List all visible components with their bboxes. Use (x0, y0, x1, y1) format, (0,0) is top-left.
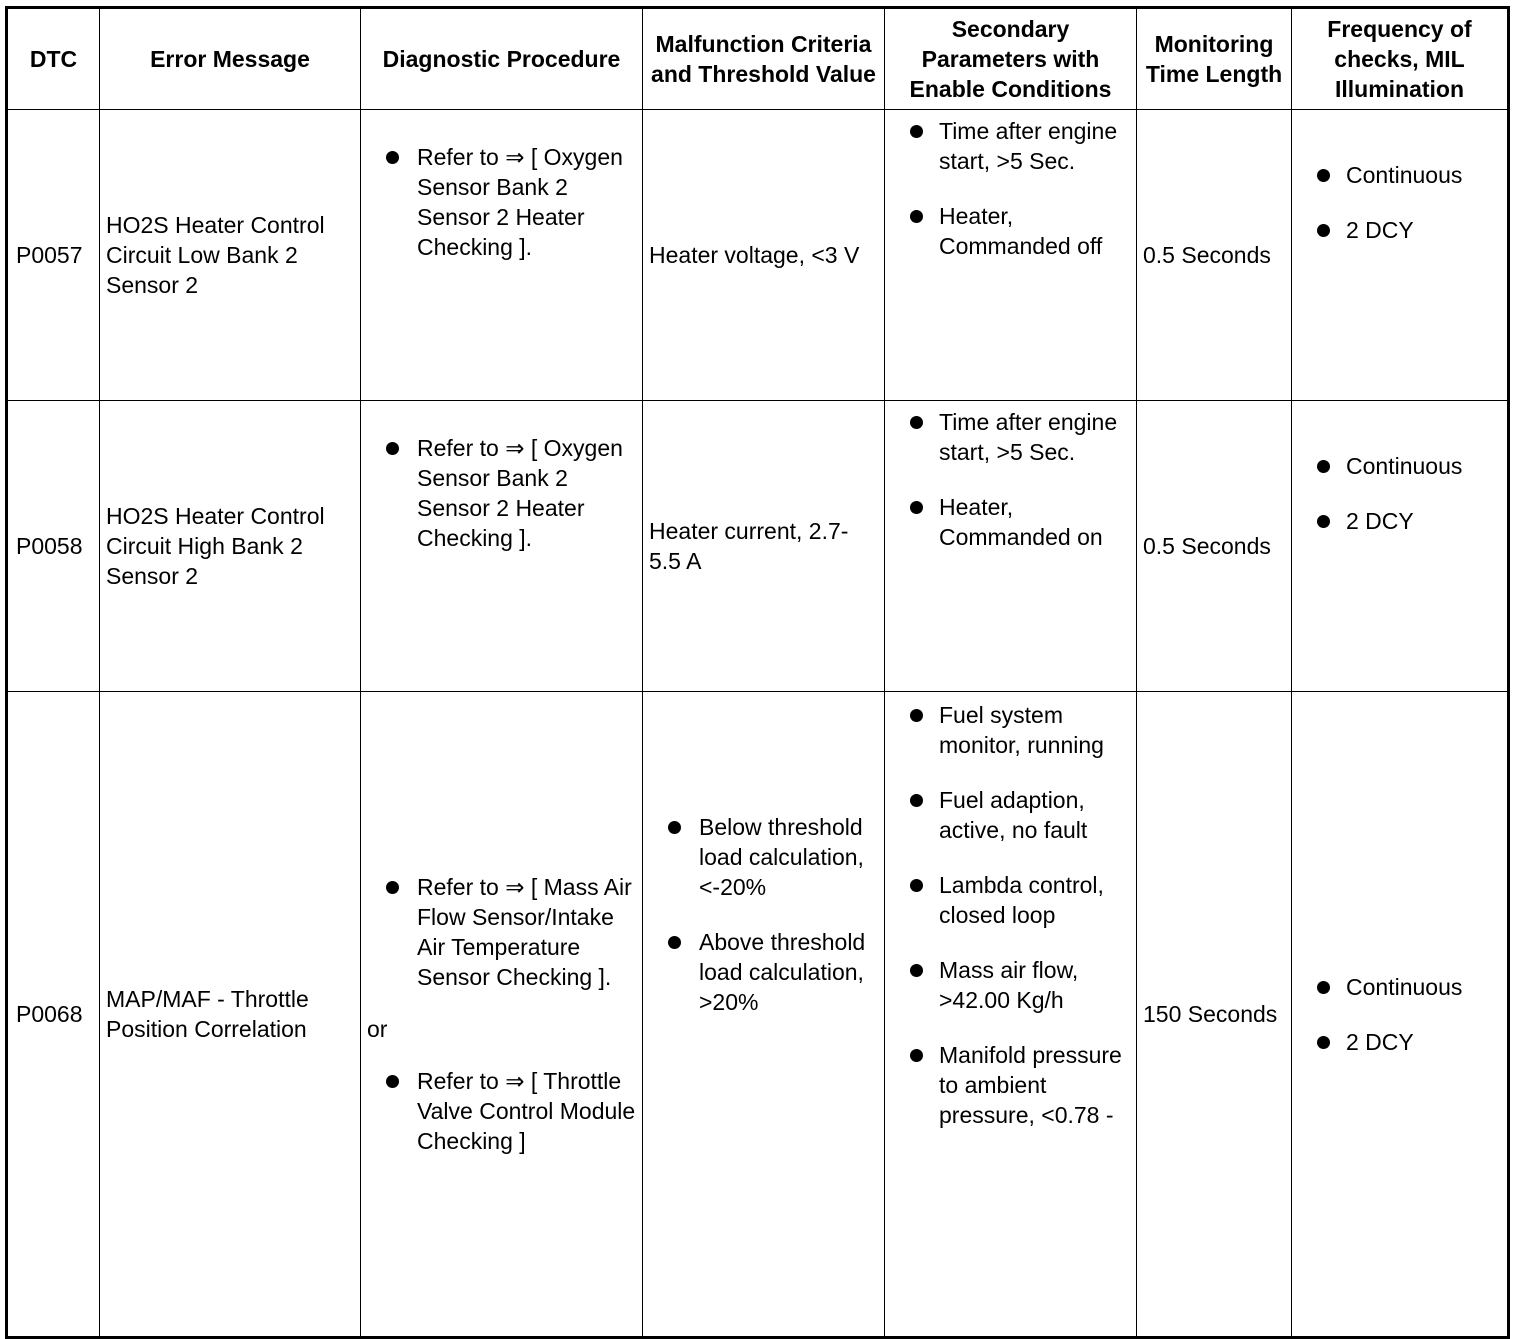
secondary-item: Time after engine start, >5 Sec. (891, 116, 1130, 176)
table-row (7, 692, 1509, 1338)
frequency-item: Continuous (1298, 160, 1501, 190)
secondary-item: Mass air flow, >42.00 Kg/h (891, 955, 1130, 1015)
monitoring-time: 0.5 Seconds (1137, 110, 1292, 401)
dtc-table (5, 6, 1510, 1339)
procedure-item: Refer to ⇒ [ Mass Air Flow Sensor/Intake Air Temperature Sensor Checking ]. (363, 872, 636, 992)
header-diagnostic-procedure: Diagnostic Procedure (361, 8, 643, 110)
secondary-item: Lambda control, closed loop (891, 870, 1130, 930)
frequency (1292, 110, 1509, 401)
secondary-item: Manifold pressure to ambient pressure, <0.78 - (891, 1040, 1130, 1130)
header-malfunction-criteria: Malfunction Criteria and Threshold Value (643, 8, 885, 110)
frequency-item: 2 DCY (1298, 506, 1501, 536)
dtc-code: P0058 (7, 401, 100, 692)
procedure-item: Refer to ⇒ [ Oxygen Sensor Bank 2 Sensor 2 Heater Checking ]. (363, 142, 636, 262)
procedure-or: or (367, 1016, 388, 1042)
table-row (7, 401, 1509, 692)
malfunction-item: Above threshold load calculation, >20% (645, 927, 882, 1017)
dtc-code: P0068 (7, 692, 100, 1338)
diagnostic-procedure (361, 110, 643, 401)
secondary-item: Fuel adaption, active, no fault (891, 785, 1130, 845)
diagnostic-procedure (361, 692, 643, 1338)
secondary-parameters (885, 692, 1137, 1338)
procedure-item: Refer to ⇒ [ Throttle Valve Control Module Checking ] (363, 1066, 636, 1156)
error-message: HO2S Heater Control Circuit High Bank 2 Sensor 2 (100, 401, 361, 692)
frequency-item: Continuous (1298, 972, 1501, 1002)
frequency (1292, 401, 1509, 692)
monitoring-time: 150 Seconds (1137, 692, 1292, 1338)
procedure-item: Refer to ⇒ [ Oxygen Sensor Bank 2 Sensor 2 Heater Checking ]. (363, 433, 636, 553)
frequency-item: Continuous (1298, 451, 1501, 481)
monitoring-time: 0.5 Seconds (1137, 401, 1292, 692)
secondary-parameters (885, 401, 1137, 692)
header-monitoring-time: Monitoring Time Length (1137, 8, 1292, 110)
malfunction-item: Below threshold load calculation, <-20% (645, 812, 882, 902)
frequency-item: 2 DCY (1298, 215, 1501, 245)
malfunction-criteria: Heater voltage, <3 V (643, 110, 885, 401)
error-message: MAP/MAF - Throttle Position Correlation (100, 692, 361, 1338)
error-message: HO2S Heater Control Circuit Low Bank 2 Sensor 2 (100, 110, 361, 401)
secondary-item: Heater, Commanded off (891, 201, 1130, 261)
frequency-item: 2 DCY (1298, 1027, 1501, 1057)
dtc-code: P0057 (7, 110, 100, 401)
frequency (1292, 692, 1509, 1338)
secondary-item: Time after engine start, >5 Sec. (891, 407, 1130, 467)
header-error-message: Error Message (100, 8, 361, 110)
header-dtc: DTC (7, 8, 100, 110)
malfunction-criteria (643, 692, 885, 1338)
header-row (7, 8, 1509, 110)
header-secondary-parameters: Secondary Parameters with Enable Conditions (885, 8, 1137, 110)
table-row (7, 110, 1509, 401)
secondary-parameters (885, 110, 1137, 401)
secondary-item: Heater, Commanded on (891, 492, 1130, 552)
secondary-item: Fuel system monitor, running (891, 700, 1130, 760)
malfunction-criteria: Heater current, 2.7-5.5 A (643, 401, 885, 692)
header-frequency: Frequency of checks, MIL Illumination (1292, 8, 1509, 110)
diagnostic-procedure (361, 401, 643, 692)
